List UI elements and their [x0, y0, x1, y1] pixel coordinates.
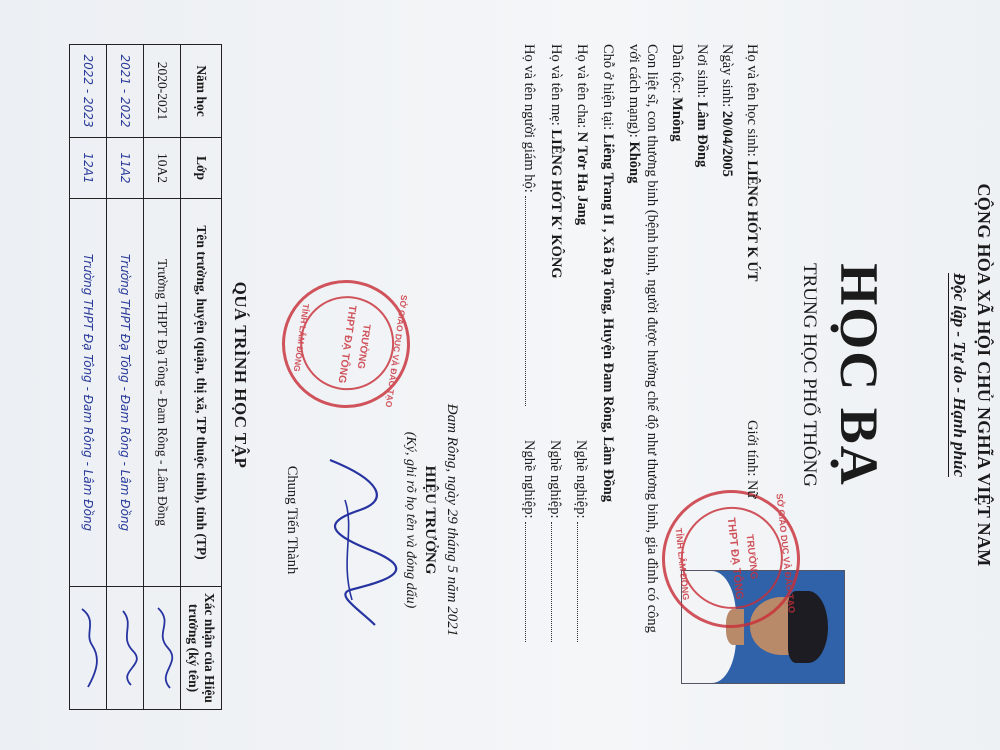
field-student-name: Họ và tên học sinh: LIÊNG HÓT K ÚT — [744, 44, 760, 282]
national-motto — [949, 0, 969, 750]
row-class: 12A1 — [70, 138, 107, 199]
stamp-line-2: THPT ĐẠ TÔNG — [724, 516, 746, 601]
student-dob: 20/04/2005 — [719, 110, 735, 177]
study-history-table — [69, 44, 222, 710]
student-gender: Nữ — [744, 480, 760, 499]
field-birthplace: Nơi sinh: Lâm Đồng — [694, 44, 710, 168]
table-title: QUÁ TRÌNH HỌC TẬP — [231, 281, 250, 469]
header-class: Lớp — [181, 138, 222, 199]
student-birthplace: Lâm Đồng — [694, 101, 710, 168]
student-ethnicity: Mnông — [669, 97, 685, 142]
header-confirmation: Xác nhận của Hiệu trưởng (ký tên) — [181, 587, 222, 710]
row-school: Trường THPT Đạ Tông - Đam Rông - Lâm Đồng — [144, 199, 181, 587]
stamp-2-province: TỈNH LÂM ĐỒNG — [291, 303, 312, 373]
table-row — [144, 45, 181, 710]
signature-note: (Ký, ghi rõ họ tên và đóng dấu) — [403, 431, 418, 609]
signature-title: HIỆU TRƯỞNG — [422, 465, 438, 575]
document-title: HỌC BẠ — [829, 263, 889, 487]
field-guardian: Họ và tên người giám hộ: — [520, 44, 538, 406]
principal-signature — [310, 440, 400, 640]
header-school: Tên trường, huyện (quận, thị xã, TP thuộc tỉnh), tỉnh (TP) — [181, 199, 222, 587]
row-school: Trường THPT Đạ Tông - Đam Rông - Lâm Đồng — [107, 199, 144, 587]
stamp-ring-text: SỞ GIÁO DỤC VÀ ĐÀO TẠO — [774, 492, 797, 614]
stamp-2-ring-text: SỞ GIÁO DỤC VÀ ĐÀO TẠO — [383, 294, 410, 408]
stamp-line-1: TRƯỜNG — [743, 533, 760, 580]
row-class: 10A2 — [144, 138, 181, 199]
row-signature — [144, 587, 181, 710]
national-title: CỘNG HÒA XÃ HỘI CHỦ NGHĨA VIỆT NAM — [974, 183, 994, 567]
header-year: Năm học — [181, 45, 222, 138]
field-mother-job: Nghề nghiệp: — [546, 440, 564, 642]
row-year: 2022 - 2023 — [70, 45, 107, 138]
field-ethnicity: Dân tộc: Mnông — [669, 44, 685, 142]
field-dob: Ngày sinh: 20/04/2005 — [719, 44, 735, 177]
table-row — [70, 45, 107, 710]
student-name: LIÊNG HÓT K ÚT — [744, 160, 760, 282]
signature-date: Đam Rông, ngày 29 tháng 5 năm 2021 — [444, 403, 460, 637]
row-year: 2021 - 2022 — [107, 45, 144, 138]
student-address: Liêng Trang II , Xã Đạ Tông, Huyện Đam Rông, Lâm Đồng — [600, 133, 616, 503]
row-signature — [70, 587, 107, 710]
field-father-job: Nghề nghiệp: — [572, 440, 590, 642]
row-school: Trường THPT Đạ Tông - Đam Rông - Lâm Đồng — [70, 199, 107, 587]
motto-text: Độc lập - Tự do - Hạnh phúc — [950, 272, 969, 478]
row-year: 2020-2021 — [144, 45, 181, 138]
table-row — [107, 45, 144, 710]
row-class: 11A2 — [107, 138, 144, 199]
stamp-2-line-2: THPT ĐẠ TÔNG — [335, 304, 359, 384]
row-signature — [107, 587, 144, 710]
field-mother: Họ và tên mẹ: LIÊNG HÓT K' KÔNG — [548, 44, 564, 279]
stamp-province: TỈNH LÂM ĐỒNG — [673, 527, 692, 601]
principal-name: Chung Tiến Thành — [284, 465, 300, 575]
student-policy: Không — [626, 141, 642, 184]
mother-name: LIÊNG HÓT K' KÔNG — [548, 129, 564, 279]
stamp-2-line-1: TRƯỜNG — [354, 323, 372, 370]
field-address: Chỗ ở hiện tại: Liêng Trang II , Xã Đạ Tông, Huyện Đam Rông, Lâm Đồng — [600, 44, 616, 503]
field-policy-line-2: với cách mạng): Không — [626, 44, 642, 184]
field-guardian-job: Nghề nghiệp: — [520, 440, 538, 642]
table-header-row — [181, 45, 222, 710]
document-subtitle: TRUNG HỌC PHỔ THÔNG — [799, 263, 820, 487]
field-policy-line-1: Con liệt sĩ, con thương binh (bệnh binh, người được hưởng chế độ như thương binh, gia đình có công — [644, 44, 660, 633]
field-father: Họ và tên cha: N Tơr Ha Jang — [574, 44, 590, 226]
father-name: N Tơr Ha Jang — [574, 131, 590, 226]
field-gender: Giới tính: Nữ — [744, 420, 760, 499]
